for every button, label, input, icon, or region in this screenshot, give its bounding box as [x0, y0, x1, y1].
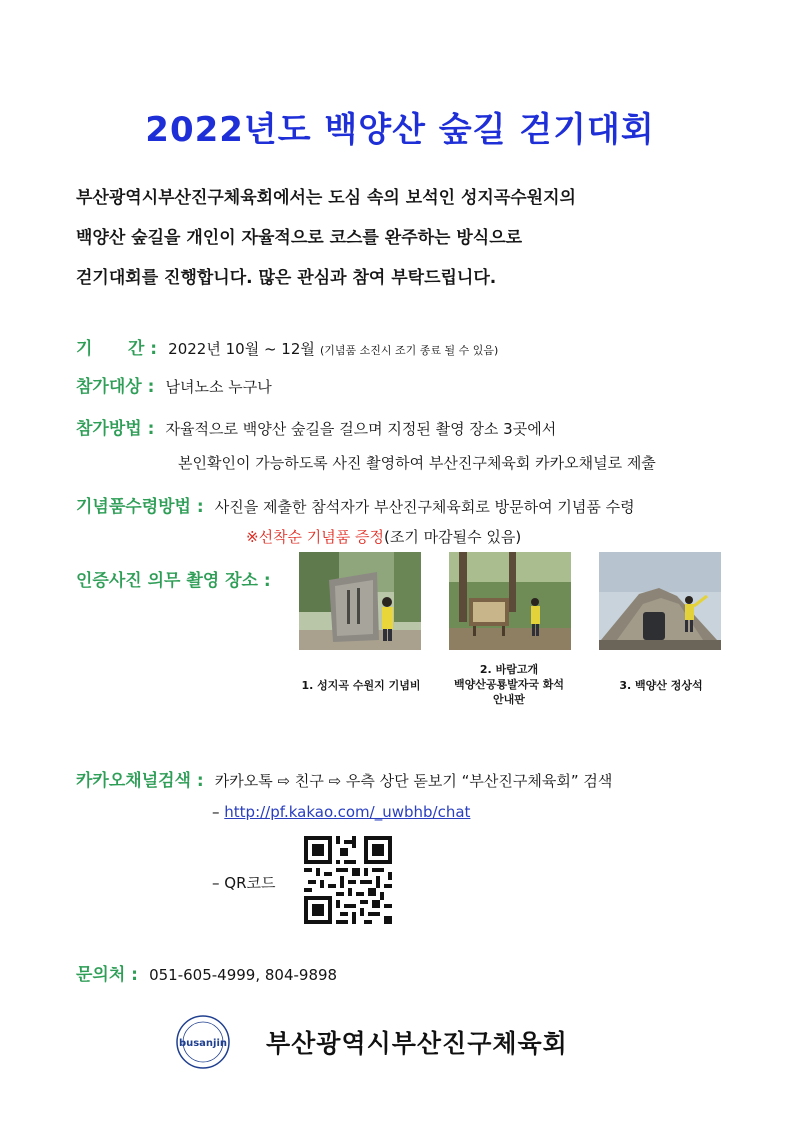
- target-value: 남녀노소 누구나: [165, 378, 272, 396]
- method-row: [76, 414, 556, 439]
- intro-line: 부산광역시부산진구체육회에서는 도심 속의 보석인 성지곡수원지의: [76, 188, 576, 208]
- intro-line: 걷기대회를 진행합니다. 많은 관심과 참여 부탁드립니다.: [76, 268, 497, 288]
- page-title: 2022년도 백양산 숲길 걷기대회: [145, 110, 655, 150]
- kakao-link-prefix: –: [212, 803, 225, 821]
- period-note: (기념품 소진시 조기 종료 될 수 있음): [319, 344, 499, 357]
- gift-notice-row: [246, 526, 521, 547]
- qr-row: [212, 872, 275, 893]
- method-line2: 본인확인이 가능하도록 사진 촬영하여 부산진구체육회 카카오채널로 제출: [178, 454, 656, 472]
- method-line1: 자율적으로 백양산 숲길을 걸으며 지정된 촬영 장소 3곳에서: [165, 420, 557, 438]
- gift-value: 사진을 제출한 참석자가 부산진구체육회로 방문하여 기념품 수령: [214, 498, 635, 516]
- photo-monument: [299, 552, 421, 650]
- caption-line: 안내판: [493, 693, 525, 706]
- gift-notice-red: ※선착순 기념품 증정: [246, 528, 385, 546]
- photo-caption-1: [286, 678, 436, 693]
- kakao-row: [76, 766, 612, 791]
- photo-spots-label: 인증사진 의무 촬영 장소 :: [76, 571, 271, 591]
- target-label: 참가대상 :: [76, 377, 155, 397]
- contact-label: 문의처 :: [76, 965, 138, 985]
- caption-line: 백양산공룡발자국 화석: [453, 678, 565, 691]
- intro-line: 백양산 숲길을 개인이 자율적으로 코스를 완주하는 방식으로: [76, 228, 523, 248]
- kakao-label: 카카오채널검색 :: [76, 771, 204, 791]
- org-name: 부산광역시부산진구체육회: [266, 1029, 568, 1058]
- photo-spots-row: [76, 566, 271, 591]
- contact-row: [76, 960, 337, 985]
- gift-row: [76, 492, 635, 517]
- intro-text: [76, 178, 756, 298]
- photo-summit-stone: [599, 552, 721, 650]
- period-row: [76, 334, 498, 359]
- caption-line: 3. 백양산 정상석: [619, 679, 703, 692]
- period-value: 2022년 10월 ~ 12월: [168, 340, 315, 358]
- photo-caption-2: [434, 662, 584, 707]
- kakao-link-row: [212, 802, 470, 821]
- target-row: [76, 372, 272, 397]
- logo-text: busanjin: [178, 1038, 228, 1049]
- method-row-2: [178, 452, 656, 473]
- kakao-channel-link[interactable]: http://pf.kakao.com/_uwbhb/chat: [224, 803, 471, 821]
- caption-line: 2. 바람고개: [479, 663, 539, 676]
- period-label: 기 간 :: [76, 339, 158, 359]
- gift-notice: (조기 마감될수 있음): [384, 528, 522, 546]
- qr-code[interactable]: [304, 836, 392, 924]
- kakao-value: 카카오톡 ⇨ 친구 ⇨ 우측 상단 돋보기 “부산진구체육회” 검색: [214, 772, 613, 790]
- contact-value: 051-605-4999, 804-9898: [149, 966, 338, 984]
- caption-line: 1. 성지곡 수원지 기념비: [301, 679, 421, 692]
- photo-fossil-board: [449, 552, 571, 650]
- org-logo: [176, 1015, 230, 1069]
- gift-label: 기념품수령방법 :: [76, 497, 204, 517]
- qr-label: – QR코드: [212, 874, 276, 892]
- photo-caption-3: [586, 678, 736, 693]
- method-label: 참가방법 :: [76, 419, 155, 439]
